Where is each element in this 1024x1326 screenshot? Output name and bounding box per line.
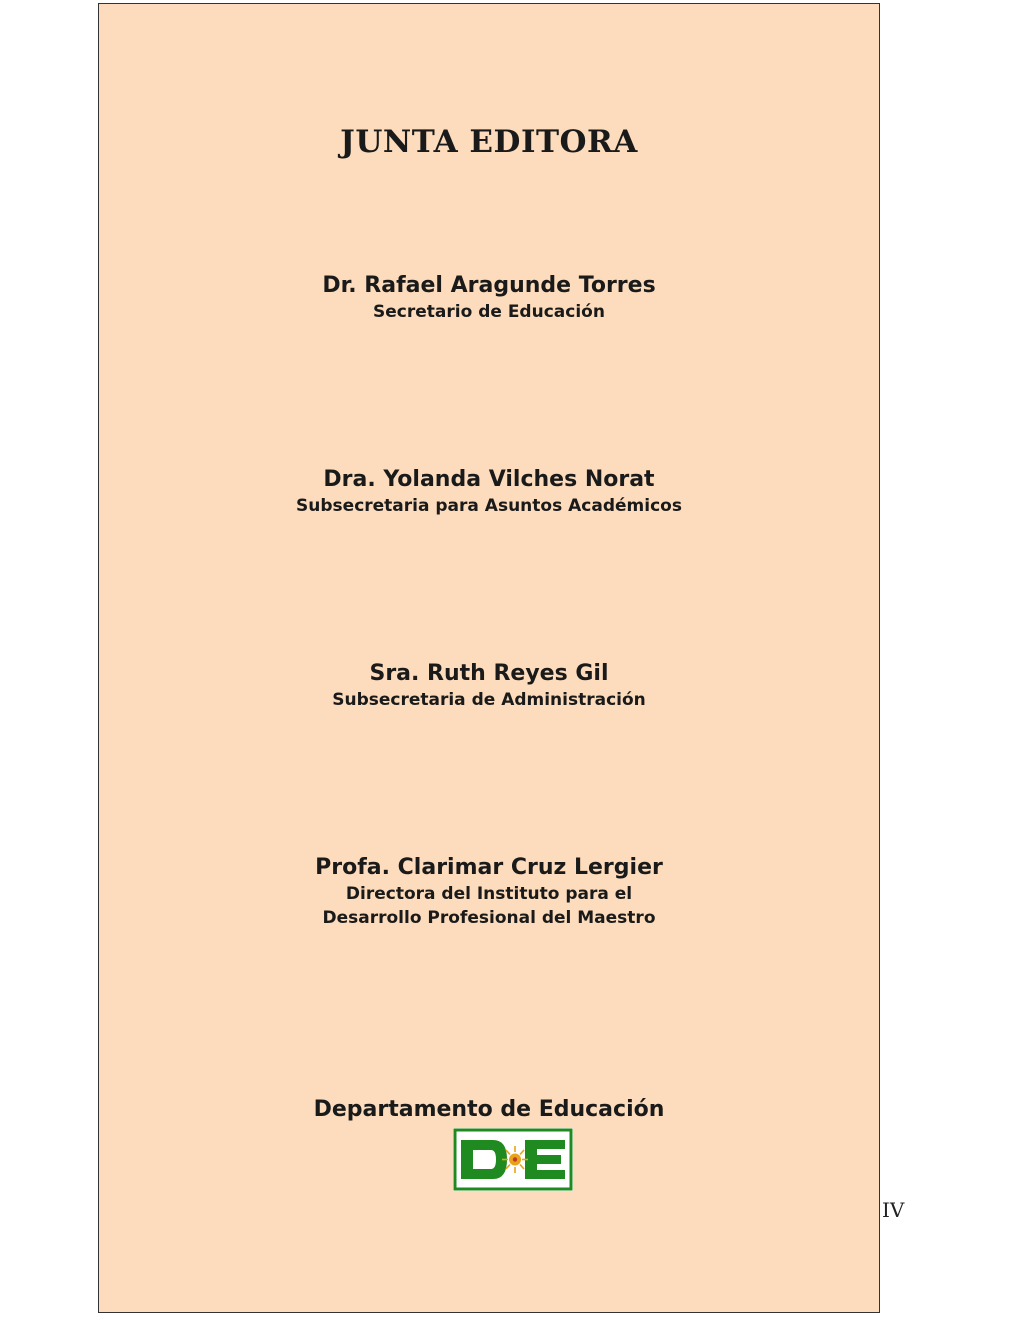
member-block-institute [99,854,879,930]
member-role-line-1: Directora del Instituto para el [345,884,633,904]
member-role: Subsecretaria para Asuntos Académicos [296,496,682,516]
member-block-administration [99,660,879,712]
member-role-line-2: Desarrollo Profesional del Maestro [322,908,656,928]
member-block-academic [99,466,879,518]
page-number: IV [882,1198,905,1222]
department-logo-icon [453,1128,573,1191]
member-name: Sra. Ruth Reyes Gil [369,661,609,686]
member-name: Profa. Clarimar Cruz Lergier [315,855,663,880]
member-role: Subsecretaria de Administración [332,690,646,710]
page-title: JUNTA EDITORA [340,124,638,160]
member-name: Dra. Yolanda Vilches Norat [323,467,655,492]
department-name: Departamento de Educación [313,1097,665,1122]
member-name: Dr. Rafael Aragunde Torres [322,273,656,298]
member-block-secretary [99,272,879,324]
member-role: Secretario de Educación [373,302,605,322]
